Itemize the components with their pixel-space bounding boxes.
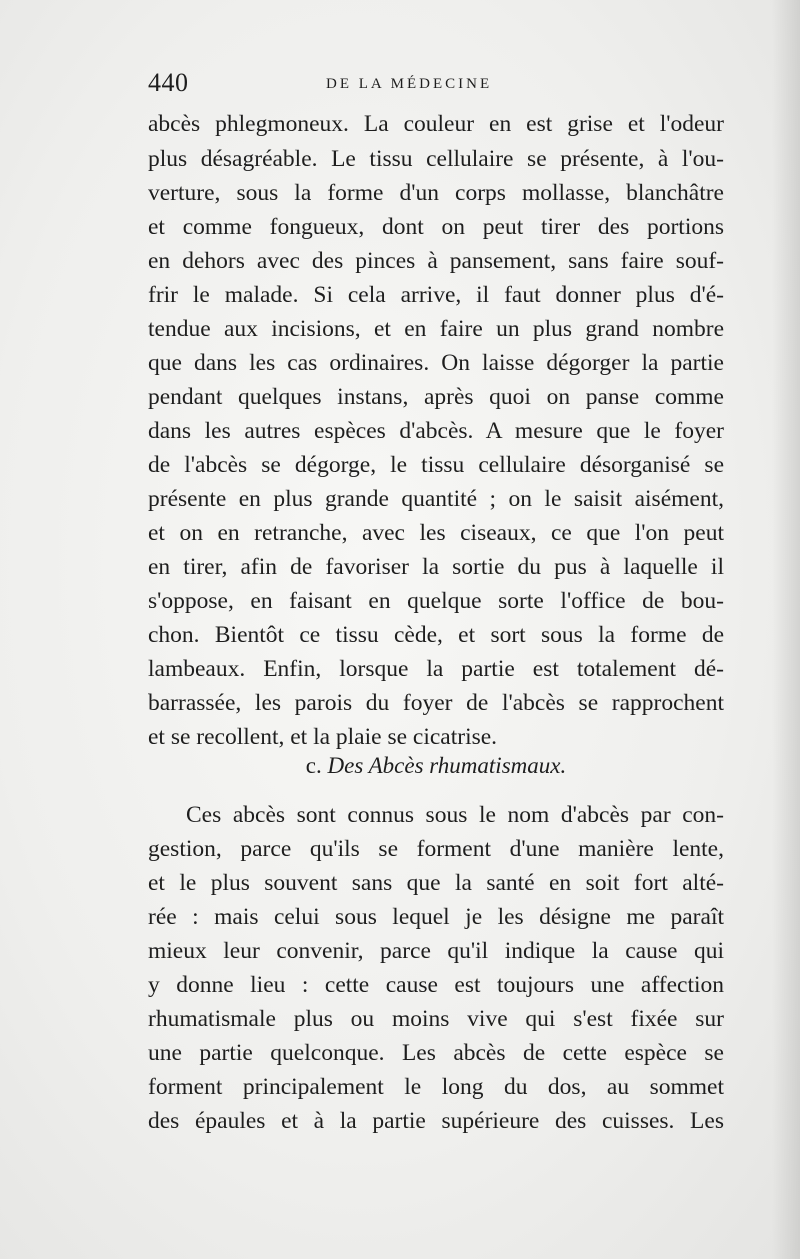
text-line: une partie quelconque. Les abcès de cette espèce se: [148, 1040, 724, 1066]
section-title: Des Abcès rhumatismaux.: [327, 753, 567, 778]
text-line: des épaules et à la partie supérieure des cuisses. Les: [148, 1108, 724, 1134]
text-line: verture, sous la forme d'un corps mollasse, blanchâtre: [148, 180, 724, 206]
page-edge-shadow: [772, 0, 800, 1259]
text-line: de l'abcès se dégorge, le tissu cellulaire désorganisé se: [148, 452, 724, 478]
text-line: et le plus souvent sans que la santé en soit fort alté-: [148, 870, 724, 896]
text-line: et comme fongueux, dont on peut tirer des portions: [148, 214, 724, 240]
text-line: présente en plus grande quantité ; on le saisit aisément,: [148, 486, 724, 512]
page-number: 440: [148, 68, 189, 97]
text-line: lambeaux. Enfin, lorsque la partie est totalement dé-: [148, 656, 724, 682]
text-line: chon. Bientôt ce tissu cède, et sort sous la forme de: [148, 622, 724, 648]
text-line: rée : mais celui sous lequel je les désigne me paraît: [148, 904, 724, 930]
text-line: forment principalement le long du dos, au sommet: [148, 1074, 724, 1100]
text-line: dans les autres espèces d'abcès. A mesure que le foyer: [148, 418, 724, 444]
text-line: et on en retranche, avec les ciseaux, ce que l'on peut: [148, 520, 724, 546]
text-line: mieux leur convenir, parce qu'il indique la cause qui: [148, 938, 724, 964]
text-line: tendue aux incisions, et en faire un plus grand nombre: [148, 316, 724, 342]
text-line: abcès phlegmoneux. La couleur en est grise et l'odeur: [148, 111, 724, 137]
text-line: gestion, parce qu'ils se forment d'une manière lente,: [148, 836, 724, 862]
text-line: barrassée, les parois du foyer de l'abcès se rapprochent: [148, 690, 724, 716]
running-head: DE LA MÉDECINE: [326, 76, 493, 92]
text-line: frir le malade. Si cela arrive, il faut donner plus d'é-: [148, 282, 724, 308]
text-line: pendant quelques instans, après quoi on panse comme: [148, 384, 724, 410]
section-letter: c.: [305, 753, 322, 778]
text-line: que dans les cas ordinaires. On laisse dégorger la partie: [148, 350, 724, 376]
page-header: [148, 62, 728, 102]
text-line: s'oppose, en faisant en quelque sorte l'office de bou-: [148, 588, 724, 614]
section-heading: [148, 748, 724, 784]
text-line: en tirer, afin de favoriser la sortie du pus à laquelle il: [148, 554, 724, 580]
text-line: rhumatismale plus ou moins vive qui s'est fixée sur: [148, 1006, 724, 1032]
text-line: en dehors avec des pinces à pansement, sans faire souf-: [148, 248, 724, 274]
text-line: y donne lieu : cette cause est toujours une affection: [148, 972, 724, 998]
text-line: plus désagréable. Le tissu cellulaire se présente, à l'ou-: [148, 146, 724, 172]
text-line: et se recollent, et la plaie se cicatrise.: [148, 724, 498, 750]
text-line: Ces abcès sont connus sous le nom d'abcès par con-: [186, 802, 724, 828]
